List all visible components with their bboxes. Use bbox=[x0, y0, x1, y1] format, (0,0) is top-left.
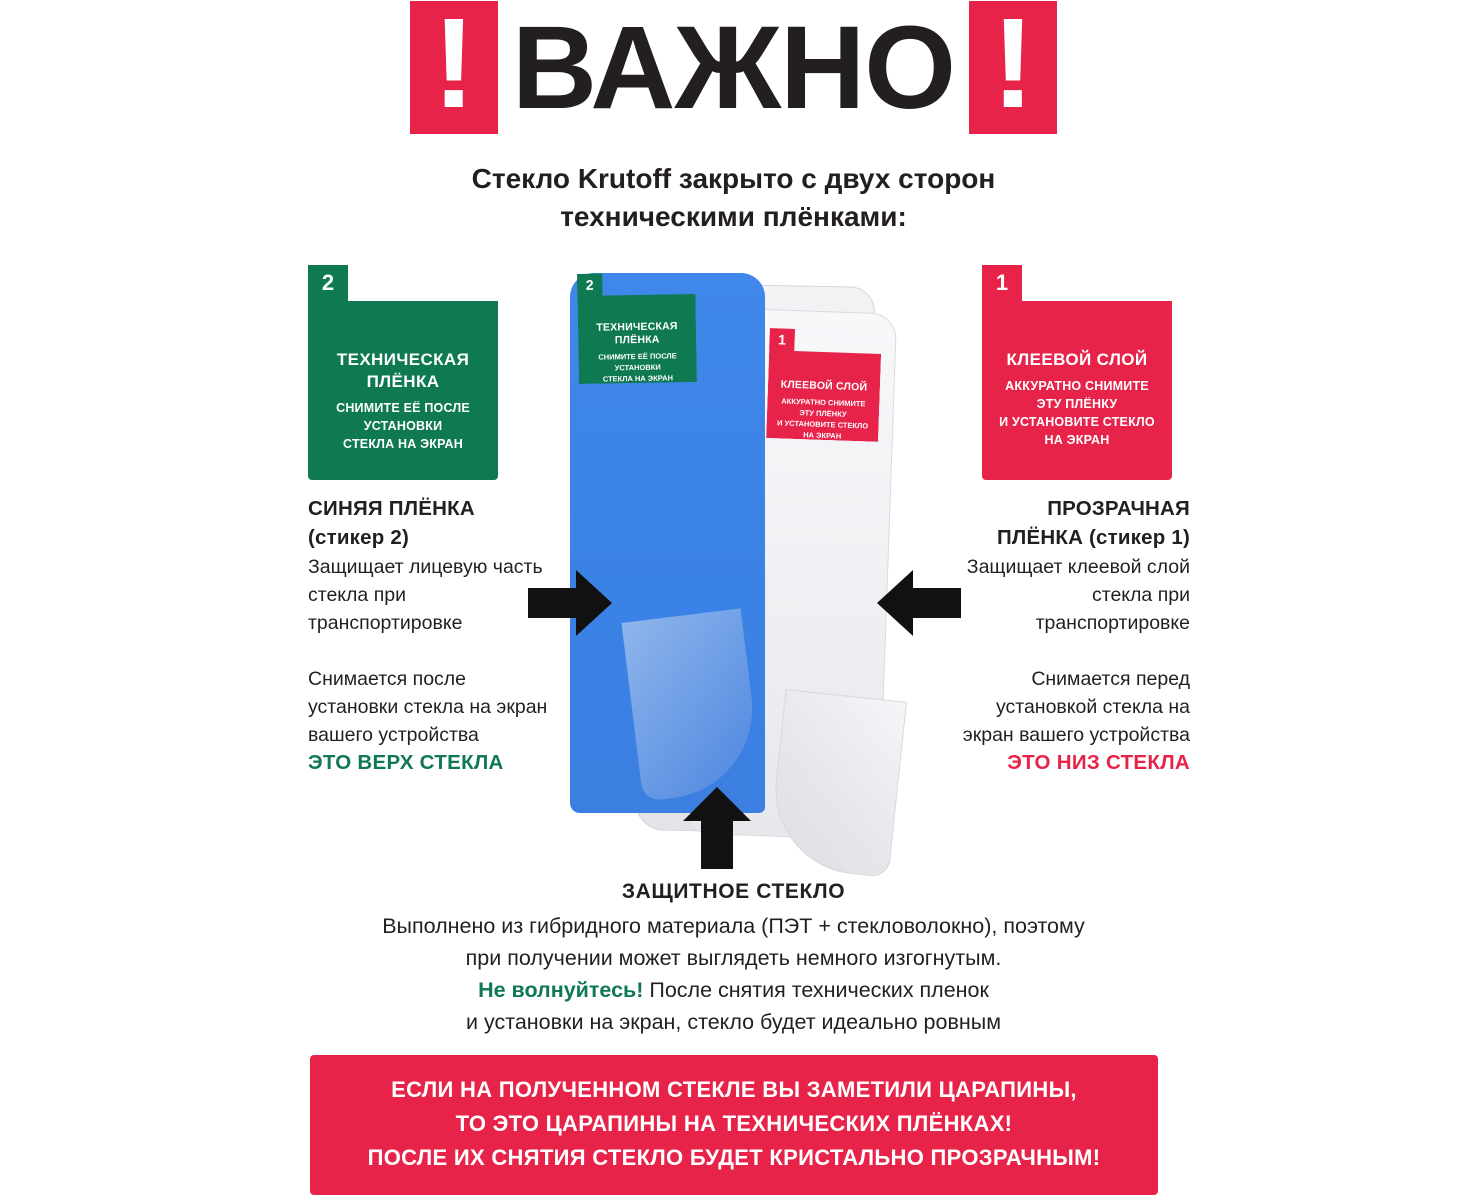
sticker-red-sub-line-4: НА ЭКРАН bbox=[1044, 433, 1110, 447]
right-heading-line-2: ПЛЁНКА (стикер 1) bbox=[996, 526, 1190, 549]
sticker-green-sub-line-1: СНИМИТЕ ЕЁ ПОСЛЕ bbox=[336, 401, 470, 415]
mini-sticker-red-number: 1 bbox=[769, 328, 795, 351]
mini-sticker-red-sub-line-3: И УСТАНОВИТЕ СТЕКЛО bbox=[776, 418, 869, 431]
bottom-line-2: при получении может выглядеть немного изгогнутым. bbox=[465, 946, 1002, 970]
sticker-red-content bbox=[982, 350, 1172, 449]
sticker-red-sub-line-2: ЭТУ ПЛЁНКУ bbox=[1036, 397, 1118, 411]
left-heading-line-1: СИНЯЯ ПЛЁНКА bbox=[308, 497, 475, 520]
bottom-line-3 bbox=[0, 974, 1467, 1006]
exclamation-right-icon: ! bbox=[969, 1, 1057, 134]
sticker-card-red-adhesive-layer bbox=[982, 265, 1172, 480]
right-spacer bbox=[940, 637, 1190, 663]
bottom-line-3-rest: После снятия технических пленок bbox=[643, 978, 989, 1002]
sticker-green-title-line-2: ПЛЁНКА bbox=[366, 372, 440, 391]
sticker-red-number: 1 bbox=[982, 265, 1022, 301]
glass-illustration bbox=[540, 255, 960, 875]
right-paragraph-2: Снимается перед установкой стекла на экран вашего устройства bbox=[962, 668, 1190, 746]
right-description-column bbox=[940, 495, 1190, 777]
sticker-green-content bbox=[308, 350, 498, 453]
left-heading-line-2: (стикер 2) bbox=[308, 526, 409, 549]
left-paragraph-2: Снимается после установки стекла на экран вашего устройства bbox=[308, 668, 548, 746]
right-heading-line-1: ПРОЗРАЧНАЯ bbox=[1047, 497, 1190, 520]
mini-sticker-green-content bbox=[578, 320, 697, 385]
sticker-green-number: 2 bbox=[308, 265, 348, 301]
warning-line-2: ТО ЭТО ЦАРАПИНЫ НА ТЕХНИЧЕСКИХ ПЛЁНКАХ! bbox=[455, 1111, 1013, 1136]
sticker-red-sub-line-1: АККУРАТНО СНИМИТЕ bbox=[1005, 379, 1149, 393]
sticker-red-sub-line-3: И УСТАНОВИТЕ СТЕКЛО bbox=[999, 415, 1155, 429]
left-spacer bbox=[308, 637, 558, 663]
mini-sticker-green-number: 2 bbox=[577, 274, 602, 296]
subtitle-line-1: Стекло Krutoff закрыто с двух сторон bbox=[471, 163, 996, 194]
mini-sticker-green-sub-line-2: УСТАНОВКИ bbox=[614, 362, 661, 373]
mini-sticker-red-sub-line-4: НА ЭКРАН bbox=[803, 430, 842, 441]
subtitle-line-2: техническими плёнками: bbox=[560, 201, 907, 232]
bottom-section-title: ЗАЩИТНОЕ СТЕКЛО bbox=[621, 880, 846, 903]
clear-film-peel-corner bbox=[767, 689, 907, 878]
left-paragraph-1: Защищает лицевую часть стекла при транспортировке bbox=[308, 556, 543, 634]
left-accent-text: ЭТО ВЕРХ СТЕКЛА bbox=[308, 751, 504, 774]
warning-line-3: ПОСЛЕ ИХ СНЯТИЯ СТЕКЛО БУДЕТ КРИСТАЛЬНО ПРОЗРАЧНЫМ! bbox=[367, 1145, 1101, 1170]
mini-sticker-green-sub-line-3: СТЕКЛА НА ЭКРАН bbox=[602, 373, 674, 384]
sticker-green-sub-line-2: УСТАНОВКИ bbox=[363, 419, 443, 433]
mini-sticker-red-content bbox=[766, 378, 880, 443]
bottom-line-1: Выполнено из гибридного материала (ПЭТ + стекловолокно), поэтому bbox=[382, 914, 1085, 938]
mini-sticker-green-sub-line-1: СНИМИТЕ ЕЁ ПОСЛЕ bbox=[598, 351, 677, 362]
warning-banner bbox=[310, 1055, 1158, 1195]
subtitle bbox=[0, 160, 1467, 236]
warning-line-1: ЕСЛИ НА ПОЛУЧЕННОМ СТЕКЛЕ ВЫ ЗАМЕТИЛИ ЦАРАПИНЫ, bbox=[391, 1077, 1077, 1102]
bottom-line-4: и установки на экран, стекло будет идеально ровным bbox=[466, 1010, 1001, 1034]
bottom-line-3-highlight: Не волнуйтесь! bbox=[478, 978, 644, 1002]
left-description-column bbox=[308, 495, 558, 777]
sticker-red-title: КЛЕЕВОЙ СЛОЙ bbox=[1006, 350, 1148, 369]
mini-sticker-red-sub-line-2: ЭТУ ПЛЁНКУ bbox=[799, 408, 847, 419]
mini-sticker-green-technical-film bbox=[577, 272, 697, 384]
bottom-section-text bbox=[0, 910, 1467, 1038]
mini-sticker-green-title-line-1: ТЕХНИЧЕСКАЯ bbox=[596, 320, 678, 334]
mini-sticker-green-title-line-2: ПЛЁНКА bbox=[614, 333, 660, 347]
sticker-green-sub-line-3: СТЕКЛА НА ЭКРАН bbox=[343, 437, 463, 451]
right-paragraph-1: Защищает клеевой слой стекла при транспортировке bbox=[966, 556, 1190, 634]
exclamation-left-icon: ! bbox=[410, 1, 498, 134]
right-accent-text: ЭТО НИЗ СТЕКЛА bbox=[1007, 751, 1190, 774]
page-title: ВАЖНО bbox=[511, 1, 956, 134]
arrow-up-pointing-icon bbox=[683, 787, 751, 874]
mini-sticker-red-title: КЛЕЕВОЙ СЛОЙ bbox=[780, 378, 868, 394]
header-banner bbox=[0, 0, 1467, 135]
sticker-green-title-line-1: ТЕХНИЧЕСКАЯ bbox=[336, 350, 470, 369]
sticker-card-green-technical-film bbox=[308, 265, 498, 480]
mini-sticker-red-adhesive-layer bbox=[766, 328, 882, 442]
mini-sticker-red-sub-line-1: АККУРАТНО СНИМИТЕ bbox=[781, 396, 866, 409]
